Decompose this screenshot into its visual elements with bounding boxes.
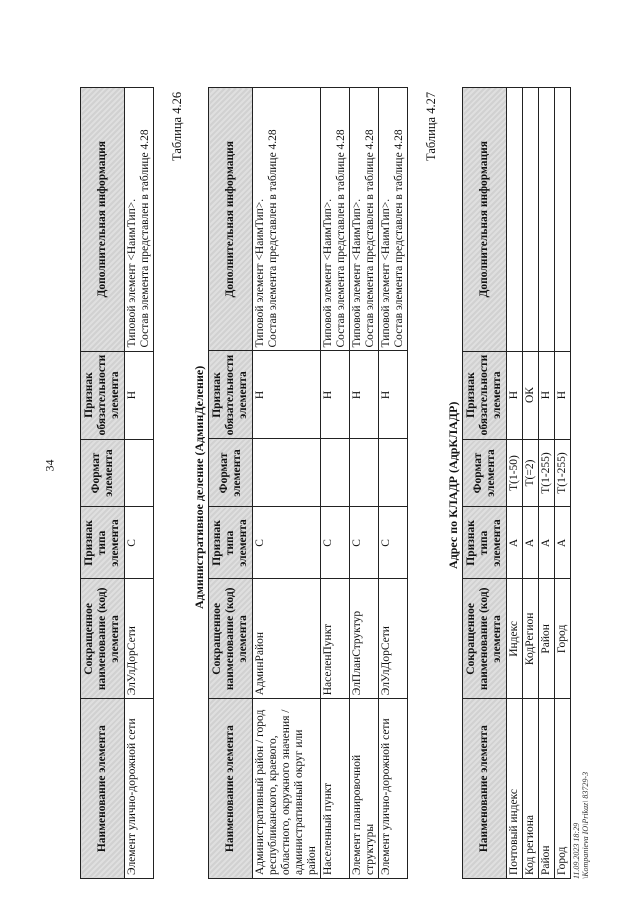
cell-format [125, 439, 154, 507]
cell-info [523, 88, 539, 352]
table-admin-division [208, 87, 408, 879]
cell-type: С [321, 507, 350, 579]
table-row [253, 88, 321, 879]
cell-info [539, 88, 555, 352]
cell-name: Населенный пункт [321, 699, 350, 879]
table-row [321, 88, 350, 879]
stamp-line: \Kompanieva IO\Prikaz\ 83729-3 [581, 771, 590, 879]
cell-code: Район [539, 579, 555, 699]
cell-format: T(=2) [523, 439, 539, 507]
cell-type: С [350, 507, 379, 579]
page-number: 34 [42, 459, 57, 472]
cell-info-line: Типовой элемент <НаимТип>. [254, 198, 266, 348]
cell-name: Почтовый индекс [507, 699, 523, 879]
header-mandatory: Признак обязательности элемента [463, 351, 507, 439]
header-type: Признак типа элемента [463, 507, 507, 579]
table-row [125, 88, 154, 879]
table-continuation [80, 87, 154, 879]
cell-code: Индекс [507, 579, 523, 699]
table-row [523, 88, 539, 879]
cell-info [350, 88, 379, 351]
cell-info [555, 88, 571, 352]
cell-info [379, 88, 408, 351]
footer-stamp [572, 772, 590, 879]
cell-type: А [555, 507, 571, 579]
cell-code: АдминРайон [253, 579, 321, 699]
cell-info-line: Состав элемента представлен в таблице 4.28 [364, 129, 376, 348]
cell-info-line: Типовой элемент <НаимТип>. [322, 198, 334, 348]
stamp-line: 11.09.2023 18:29 [572, 822, 581, 879]
cell-mandatory: Н [539, 351, 555, 439]
table-row [350, 88, 379, 879]
cell-info [125, 88, 154, 352]
cell-info-line: Типовой элемент <НаимТип>. [351, 198, 363, 348]
table-title: Адрес по КЛАДР (АдрКЛАДР) [446, 401, 460, 569]
header-info: Дополнительная информация [463, 88, 507, 352]
cell-type: С [253, 507, 321, 579]
cell-name: Район [539, 699, 555, 879]
header-info: Дополнительная информация [209, 88, 253, 351]
cell-format: T(1-50) [507, 439, 523, 507]
cell-type: С [379, 507, 408, 579]
header-type: Признак типа элемента [209, 507, 253, 579]
cell-mandatory: Н [321, 351, 350, 439]
cell-type: А [507, 507, 523, 579]
header-name: Наименование элемента [463, 699, 507, 879]
cell-format: T(1-255) [555, 439, 571, 507]
cell-code: НаселенПункт [321, 579, 350, 699]
header-name: Наименование элемента [81, 699, 125, 879]
cell-info-line: Типовой элемент <НаимТип>. [380, 198, 392, 348]
cell-name: Город [555, 699, 571, 879]
cell-name: Элемент улично-дорожной сети [125, 699, 154, 879]
cell-mandatory: Н [507, 351, 523, 439]
cell-format [321, 439, 350, 507]
table-row [539, 88, 555, 879]
table-kladr-address [462, 87, 571, 879]
cell-code: ЭлПланСтруктур [350, 579, 379, 699]
cell-info [507, 88, 523, 352]
header-format: Формат элемента [81, 439, 125, 507]
cell-mandatory: Н [253, 351, 321, 439]
cell-mandatory: Н [125, 351, 154, 439]
table-number: Таблица 4.27 [424, 91, 438, 161]
cell-code: ЭлУлДорСети [379, 579, 408, 699]
cell-mandatory: Н [350, 351, 379, 439]
table-header-row [463, 88, 507, 879]
table-header-row [81, 88, 125, 879]
cell-name: Административный район / город республиканского, краевого, областного, окружного значения / административный округ или район [253, 699, 321, 879]
cell-info-line: Состав элемента представлен в таблице 4.28 [139, 129, 151, 348]
table-row [379, 88, 408, 879]
cell-info [321, 88, 350, 351]
cell-code: ЭлУлДорСети [125, 579, 154, 699]
cell-info-line: Типовой элемент <НаимТип>. [126, 198, 138, 348]
header-code: Сокращенное наименование (код) элемента [463, 579, 507, 699]
cell-code: Город [555, 579, 571, 699]
cell-info-line: Состав элемента представлен в таблице 4.28 [393, 129, 405, 348]
cell-info-line: Состав элемента представлен в таблице 4.28 [267, 129, 279, 348]
table-number: Таблица 4.26 [170, 91, 184, 161]
header-mandatory: Признак обязательности элемента [81, 351, 125, 439]
cell-type: С [125, 507, 154, 579]
table-header-row [209, 88, 253, 879]
header-format: Формат элемента [463, 439, 507, 507]
cell-info [253, 88, 321, 351]
cell-format: T(1-255) [539, 439, 555, 507]
table-row [555, 88, 571, 879]
cell-format [350, 439, 379, 507]
header-format: Формат элемента [209, 439, 253, 507]
cell-mandatory: Н [555, 351, 571, 439]
cell-name: Код региона [523, 699, 539, 879]
header-name: Наименование элемента [209, 699, 253, 879]
table-title: Административное деление (АдминДеление) [192, 365, 206, 609]
header-mandatory: Признак обязательности элемента [209, 351, 253, 439]
header-code: Сокращенное наименование (код) элемента [209, 579, 253, 699]
header-info: Дополнительная информация [81, 88, 125, 352]
cell-type: А [539, 507, 555, 579]
cell-mandatory: ОК [523, 351, 539, 439]
header-code: Сокращенное наименование (код) элемента [81, 579, 125, 699]
cell-info-line: Состав элемента представлен в таблице 4.28 [335, 129, 347, 348]
cell-format [379, 439, 408, 507]
cell-format [253, 439, 321, 507]
cell-name: Элемент планировочной структуры [350, 699, 379, 879]
cell-code: КодРегион [523, 579, 539, 699]
table-row [507, 88, 523, 879]
header-type: Признак типа элемента [81, 507, 125, 579]
cell-type: А [523, 507, 539, 579]
cell-mandatory: Н [379, 351, 408, 439]
cell-name: Элемент улично-дорожной сети [379, 699, 408, 879]
